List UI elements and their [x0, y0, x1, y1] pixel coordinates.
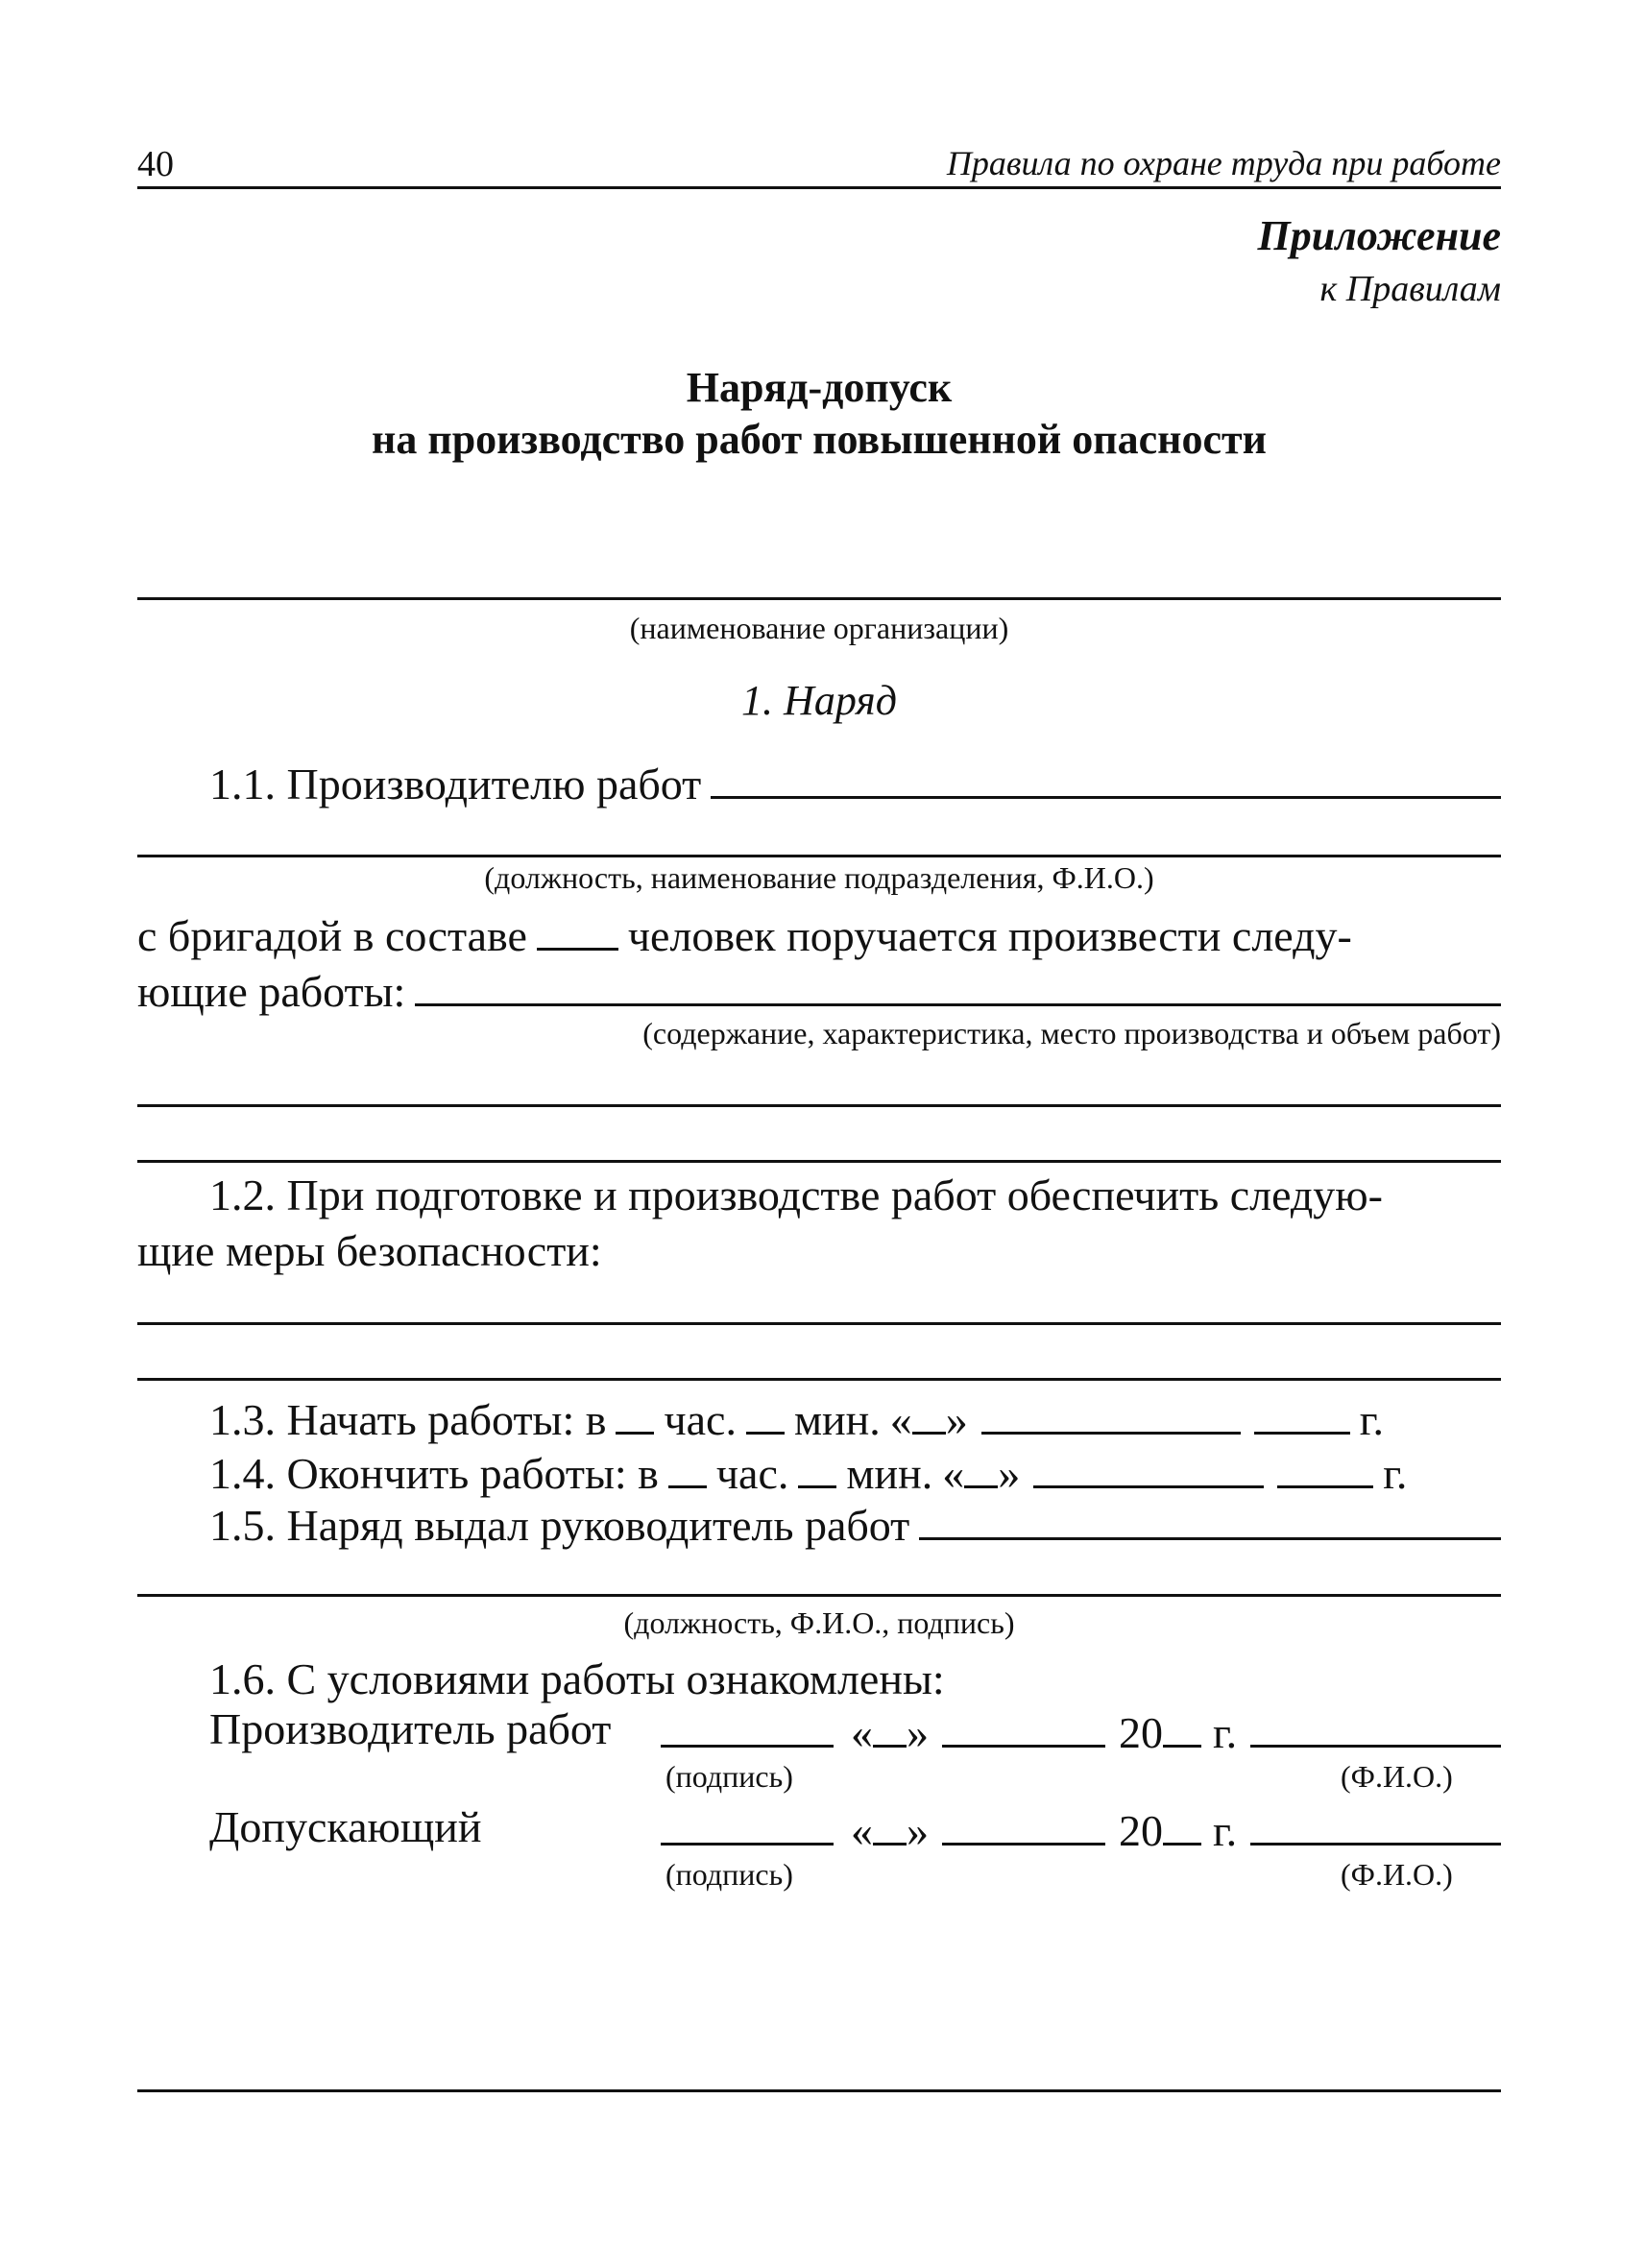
item-1-4: [209, 1448, 1501, 1499]
doc-title: Наряд-допуск: [686, 364, 953, 411]
producer-day-field[interactable]: [873, 1707, 907, 1748]
end-month-field[interactable]: [1033, 1448, 1264, 1488]
running-title: Правила по охране труда при работе: [946, 144, 1501, 182]
start-year-field[interactable]: [1254, 1394, 1350, 1435]
quote-close: »: [907, 1708, 929, 1758]
works-field-line3[interactable]: [137, 1160, 1501, 1163]
end-label: 1.4. Окончить работы: в: [209, 1449, 659, 1499]
org-field-line[interactable]: [137, 597, 1501, 600]
works-caption: (содержание, характеристика, место производства и объем работ): [642, 1016, 1501, 1050]
org-caption: (наименование организации): [629, 611, 1009, 645]
works-field[interactable]: [415, 968, 1501, 1006]
admitter-role: Допускающий: [209, 1802, 482, 1851]
quote-close: »: [907, 1806, 929, 1856]
safety-field-line1[interactable]: [137, 1322, 1501, 1325]
producer-field-line2[interactable]: [137, 855, 1501, 857]
page-number: 40: [137, 144, 174, 184]
producer-caption: (должность, наименование подразделения, Ф.И.О.): [484, 860, 1154, 895]
end-min-field[interactable]: [798, 1448, 836, 1488]
min-label: мин.: [793, 1395, 881, 1445]
year-label: г.: [1213, 1708, 1238, 1758]
quote-open: «: [851, 1708, 873, 1758]
producer-sign-field[interactable]: [661, 1707, 834, 1748]
producer-name-caption: (Ф.И.О.): [1341, 1759, 1453, 1794]
brigade-line: [137, 910, 1501, 961]
start-min-field[interactable]: [746, 1394, 785, 1435]
item-1-1: [209, 760, 1501, 807]
producer-name-field[interactable]: [1250, 1707, 1501, 1748]
issuer-caption: (должность, Ф.И.О., подпись): [623, 1605, 1015, 1640]
year-label: г.: [1359, 1395, 1384, 1445]
quote-open: «: [851, 1806, 873, 1856]
quote-close: »: [998, 1449, 1021, 1499]
issuer-field-line2[interactable]: [137, 1594, 1501, 1597]
year-label: г.: [1383, 1449, 1408, 1499]
item-1-6-label: 1.6. С условиями работы ознакомлены:: [209, 1654, 945, 1703]
admitter-sign-field[interactable]: [661, 1805, 834, 1846]
quote-close: »: [945, 1395, 968, 1445]
admitter-month-field[interactable]: [942, 1805, 1105, 1846]
item-1-1-label: 1.1. Производителю работ: [209, 759, 702, 808]
appendix-title: Приложение: [1257, 212, 1501, 259]
producer-role: Производитель работ: [209, 1704, 612, 1753]
start-month-field[interactable]: [981, 1394, 1241, 1435]
safety-field-line2[interactable]: [137, 1378, 1501, 1381]
issuer-label: 1.5. Наряд выдал руководитель работ: [209, 1500, 910, 1550]
start-hour-field[interactable]: [616, 1394, 654, 1435]
start-day-field[interactable]: [912, 1394, 946, 1435]
issuer-field[interactable]: [919, 1502, 1501, 1540]
min-label: мин.: [846, 1449, 933, 1499]
item-1-5: [209, 1502, 1501, 1548]
brigade-count-field[interactable]: [537, 910, 618, 951]
year-label: г.: [1213, 1806, 1238, 1856]
quote-open: «: [942, 1449, 965, 1499]
works-field-line2[interactable]: [137, 1104, 1501, 1107]
item-1-2-line1: 1.2. При подготовке и производстве работ обеспечить следую-: [209, 1170, 1383, 1219]
item-1-3: [209, 1394, 1501, 1445]
appendix-subtitle: к Правилам: [1319, 269, 1501, 309]
producer-year-field[interactable]: [1163, 1707, 1201, 1748]
producer-field[interactable]: [711, 760, 1501, 799]
end-hour-field[interactable]: [668, 1448, 707, 1488]
admitter-name-caption: (Ф.И.О.): [1341, 1857, 1453, 1892]
works-line: [137, 968, 1501, 1014]
brigade-text-2: человек поручается произвести следу-: [627, 911, 1352, 961]
footer-rule: [137, 2089, 1501, 2092]
admitter-name-field[interactable]: [1250, 1805, 1501, 1846]
header-rule: [137, 186, 1501, 189]
end-day-field[interactable]: [964, 1448, 998, 1488]
hour-label: час.: [664, 1395, 737, 1445]
works-label: ющие работы:: [137, 966, 406, 1016]
admitter-sign-caption: (подпись): [665, 1857, 793, 1892]
item-1-2-line2: щие меры безопасности:: [137, 1226, 602, 1275]
hour-label: час.: [715, 1449, 789, 1499]
brigade-text-1: с бригадой в составе: [137, 911, 527, 961]
century-label: 20: [1119, 1806, 1163, 1856]
admitter-day-field[interactable]: [873, 1805, 907, 1846]
producer-sign-row: [661, 1707, 1501, 1758]
start-label: 1.3. Начать работы: в: [209, 1395, 607, 1445]
century-label: 20: [1119, 1708, 1163, 1758]
doc-subtitle: на производство работ повышенной опасности: [371, 416, 1267, 463]
admitter-year-field[interactable]: [1163, 1805, 1201, 1846]
producer-sign-caption: (подпись): [665, 1759, 793, 1794]
quote-open: «: [889, 1395, 912, 1445]
section-title: 1. Наряд: [741, 677, 897, 724]
admitter-sign-row: [661, 1805, 1501, 1856]
producer-month-field[interactable]: [942, 1707, 1105, 1748]
end-year-field[interactable]: [1277, 1448, 1373, 1488]
